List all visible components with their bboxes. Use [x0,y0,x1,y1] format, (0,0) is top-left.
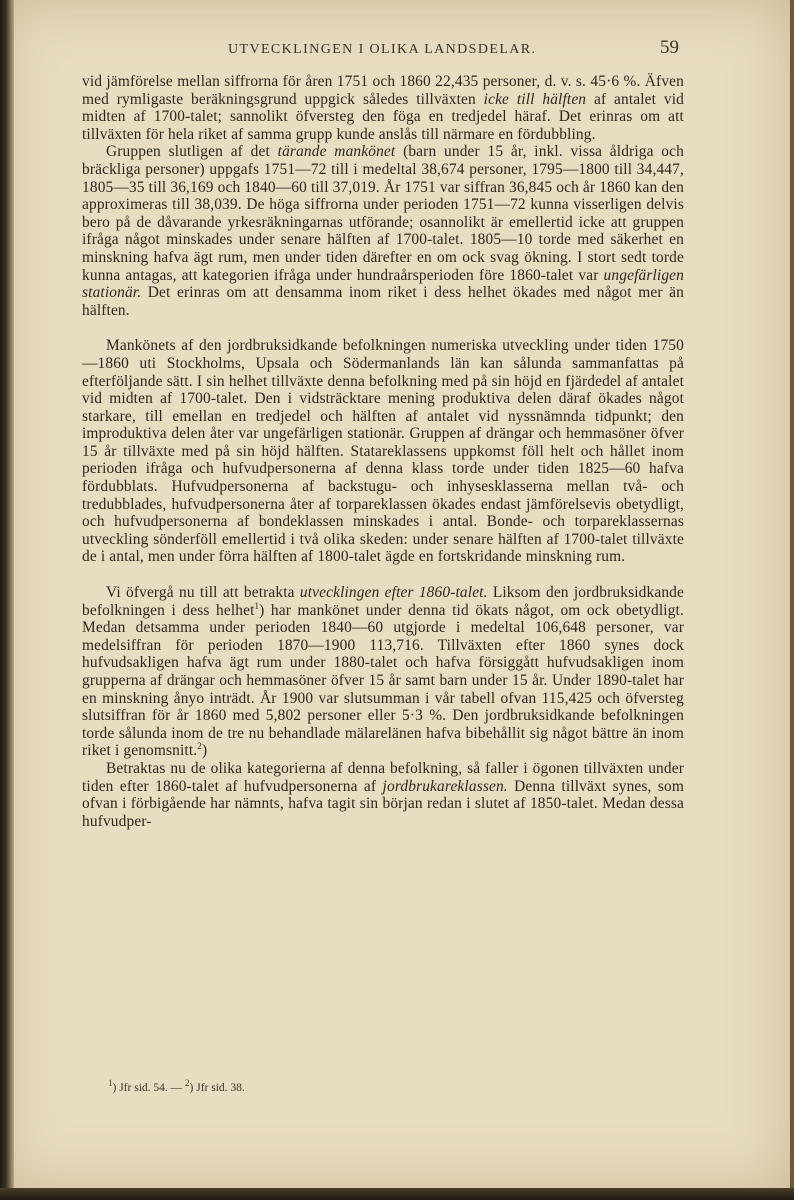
footnote-ref-1: 1 [254,600,260,611]
paragraph-1 [82,73,684,143]
text-run: ) har mankönet under denna tid ökats något, om ock obetydligt. Medan detsamma under perioden 1840—60 utgjorde i medeltal 106,648 personer, var medelsiffran för perioden 1870—1900 113,716. Tillväxten efter 1860 synes dock hufvudsakligen hafva ägt rum under 1880-talet och hafva försiggått hufvudsakligen inom grupperna af drängar och hemmasöner öfver 15 år samt barn under 15 år. Under 1890-talet har en minskning ånyo inträdt. År 1900 var slutsumman i vår tabell ofvan 115,425 och öfversteg slutsiffran för år 1860 med 5,802 personer eller 5·3 %. Den jordbruksidkande befolkningen torde sålunda inom de tre nu behandlade mälarelänen hafva bibehållit sig något bättre än inom riket i genomsnitt. [82,601,684,760]
text-run: af antalet vid midten af 1700-talet; sannolikt öfversteg den föga en tredjedel häraf. Det erinras om att tillväxten för hela riket af samma grupp kunde anslås till närmare en fördubbling. [82,90,685,143]
paragraph-2 [82,143,684,319]
italic-run: tärande mankönet [277,143,396,161]
body-text [82,73,684,830]
text-run: Gruppen slutligen af det [106,143,278,161]
text-run: vid jämförelse mellan siffrorna för åren 1751 och 1860 22,435 personer, d. v. s. 45·6 %. Äfven med rymligaste beräkningsgrund uppgick således tillväxten [82,73,684,108]
page-bottom-edge [0,1188,794,1200]
footnote-text: ) Jfr sid. 54. — [112,1082,186,1094]
text-run: Vi öfvergå nu till att betrakta [106,584,300,602]
text-run: Det erinras om att densamma inom riket i dess helhet ökades med något mer än hälften. [82,284,684,319]
text-run: ) [201,742,208,760]
text-run: (barn under 15 år, inkl. vissa åldriga och bräckliga personer) uppgafs 1751—72 till i medeltal 38,674 personer, 1795—1800 till 34,447, 1805—35 till 36,169 och 1840—60 till 37,019. År 1751 var siffran 36,845 och år 1860 kan den approximeras till 38,039. De höga siffrorna under perioden 1751—72 kunna visserligen delvis bero på de dåvarande yrkesräkningarnas utförande; osannolikt är emellertid icke att gruppen ifråga något minskades under senare hälften af 1700-talet. 1805—10 torde med säkerhet en minskning hafva ägt rum, men under tiden därefter en om ock svag ökning. I stort sedt torde kunna antagas, att kategorien ifråga under hundraårsperioden före 1860-talet var [82,143,684,284]
paragraph-5 [82,760,684,830]
italic-run: ungefärligen stationär. [82,266,684,302]
footnote-mark-1: 1 [108,1078,113,1089]
italic-run: jordbrukareklassen. [382,777,508,795]
page-number: 59 [660,37,679,58]
text-run: Mankönets af den jordbruksidkande befolkningen numeriska utveckling under tiden 1750—1860 uti Stockholms, Upsala och Södermanlands län kan sålunda sammanfattas på efterföljande sätt. I sin helhet tillväxte denna befolkning med på sin höjd en fjärdedel af antalet vid midten af 1700-talet. Den i vidsträcktare mening produktiva delen däraf ökades något starkare, till emellan en tredjedel och hälften af antalet vid nyssnämnda tidpunkt; den improduktiva delen åter var ungefärligen stationär. Gruppen af drängar och hemmasöner öfver 15 år tillväxte med på sin höjd hälften. Statareklassens uppkomst föll helt och hållet inom perioden ifråga och hufvudpersonerna af denna klass torde under tiden 1825—60 hafva fördubblats. Hufvudpersonerna af backstugu- och inhysesklasserna mellan två- och tredubblades, hufvudpersonerna åter af torpareklassen ökades endast jämförelsevis obetydligt, och hufvudpersonerna af bondeklassen minskades i antal. Bonde- och torpareklassernas utveckling sönderföll emellertid i två olika skeden: under senare hälften af 1700-talet tillväxte de i antal, men under förra hälften af 1800-talet ägde en fortskridande minskning rum. [82,337,684,566]
paragraph-3 [82,337,684,566]
text-run: Denna tillväxt synes, som ofvan i förbigående har nämnts, hafva tagit sin början redan i slutet af 1850-talet. Medan dessa hufvudper- [82,777,685,830]
italic-run: icke till hälften [483,90,587,108]
footnotes [108,1078,245,1094]
book-spine-shadow [0,0,14,1200]
page-header [0,37,794,66]
italic-run: utvecklingen efter 1860-talet. [299,584,488,602]
footnote-mark-2: 2 [185,1078,190,1089]
text-run: Betraktas nu de olika kategorierna af denna befolkning, så faller i ögonen tillväxten under tiden efter 1860-talet af hufvudpersonerna af [82,759,684,795]
running-head: UTVECKLINGEN I OLIKA LANDSDELAR. [228,42,537,57]
text-run: Liksom den jordbruksidkande befolkningen i dess helhet [82,584,684,619]
footnote-ref-2: 2 [197,741,202,752]
paragraph-4 [82,584,684,760]
footnote-text: ) Jfr sid. 38. [189,1082,245,1094]
